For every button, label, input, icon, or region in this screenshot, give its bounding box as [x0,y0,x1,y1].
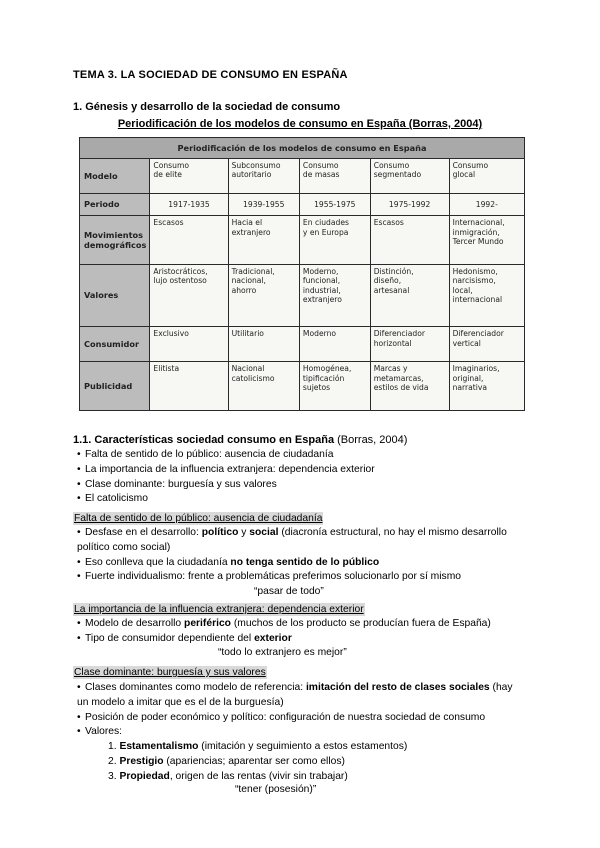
list-item: • El catolicismo [77,492,375,507]
block-foreign-influence [77,617,547,647]
table-row-valores [80,264,525,327]
text-bold: imitación del resto de clases sociales [305,682,490,693]
section-heading-bold: 1.1. Características sociedad consumo en España [73,434,335,446]
list-item-continuation: político como social) [77,541,171,553]
table-cell: Utilitario [228,327,299,362]
table-row-movimientos [80,216,525,265]
text-bold: social [249,527,279,538]
list-item: • Falta de sentido de lo público: ausencia de ciudadanía [77,448,375,463]
table-cell: 1955-1975 [299,193,370,215]
characteristics-list [77,448,375,507]
row-header: Movimientos demográficos [80,216,150,265]
quote: “todo lo extranjero es mejor” [218,647,347,658]
table-cell: Imaginarios, original, narrativa [449,362,524,411]
text: , origen de las rentas (vivir sin trabajar) [169,770,348,782]
table-cell: Escasos [150,216,228,265]
text-bold: Prestigio [119,755,164,767]
list-item [77,681,547,696]
table-cell: Subconsumo autoritario [228,159,299,194]
table-cell: Moderno, funcional, industrial, extranjero [299,264,370,327]
table-cell: Diferenciador horizontal [370,327,449,362]
table-row-consumidor [80,327,525,362]
table-cell: 1975-1992 [370,193,449,215]
table-cell: Hedonismo, narcisismo, local, internacional [449,264,524,327]
text-bold: Estamentalismo [119,741,199,752]
list-number: 3. [108,770,120,782]
text: (hay [489,682,513,693]
text: (apariencias; aparentar ser como ellos) [163,755,345,767]
table-cell: Nacional catolicismo [228,362,299,411]
text: y [238,527,250,538]
table-cell: Consumo glocal [449,159,524,194]
list-number: 2. [108,755,120,767]
table-cell: Distinción, diseño, artesanal [370,264,449,327]
text-bold: exterior [254,632,292,644]
table-row-publicidad [80,362,525,411]
quote: “tener (posesión)” [235,784,317,795]
subheading-public-sense: Falta de sentido de lo público: ausencia de ciudadanía [74,513,323,524]
text: Tipo de consumidor dependiente del [85,632,255,644]
list-item [77,556,547,571]
text: Clases dominantes como modelo de referencia: [85,682,306,693]
row-header: Periodo [80,193,150,215]
list-item: • Valores: [77,725,547,740]
subheading-foreign-influence: La importancia de la influencia extranjera: dependencia exterior [74,604,364,615]
table-caption: Periodificación de los modelos de consumo en España (Borras, 2004) [117,118,483,130]
list-item: • Posición de poder económico y político: configuración de nuestra sociedad de consumo [77,711,547,726]
section-heading-genesis: 1. Génesis y desarrollo de la sociedad de consumo [73,101,341,113]
table-cell: Aristocráticos, lujo ostentoso [150,264,228,327]
text: (muchos de los producto se producían fuera de España) [230,618,491,629]
table-cell: Consumo segmentado [370,159,449,194]
table-cell: Consumo de masas [299,159,370,194]
list-item [108,740,407,755]
document-title: TEMA 3. LA SOCIEDAD DE CONSUMO EN ESPAÑA [73,69,348,81]
table-cell: Tradicional, nacional, ahorro [228,264,299,327]
section-heading-characteristics [73,434,407,446]
text: Modelo de desarrollo [85,618,185,629]
table-cell: En ciudades y en Europa [299,216,370,265]
text-bold: Propiedad [119,770,170,782]
section-heading-citation: (Borras, 2004) [334,434,408,446]
table-cell: 1939-1955 [228,193,299,215]
table-cell: Hacia el extranjero [228,216,299,265]
subheading-dominant-class: Clase dominante: burguesía y sus valores [74,667,266,678]
text: Eso conlleva que la ciudadanía [85,556,231,568]
list-item: • Fuerte individualismo: frente a problemáticas preferimos solucionarlo por sí mismo [77,570,547,585]
quote: “pasar de todo” [254,586,324,597]
text-bold: no tenga sentido de lo público [230,556,380,568]
table-cell: Exclusivo [150,327,228,362]
table-title: Periodificación de los modelos de consumo en España [80,138,525,159]
row-header: Modelo [80,159,150,194]
list-number: 1. [108,741,120,752]
list-item [77,526,547,541]
list-item [77,632,547,647]
table-cell: Consumo de elite [150,159,228,194]
table-cell: 1992- [449,193,524,215]
block-dominant-class [77,681,547,740]
table-cell: Diferenciador vertical [449,327,524,362]
list-item [108,755,407,770]
list-item-continuation: un modelo a imitar que es el de la burguesía) [77,696,284,708]
periodization-table [79,137,525,411]
row-header: Consumidor [80,327,150,362]
table-row-modelo [80,159,525,194]
table-cell: 1917-1935 [150,193,228,215]
table-row-periodo [80,193,525,215]
table-cell: Moderno [299,327,370,362]
text-bold: político [201,527,239,538]
table-cell: Elitista [150,362,228,411]
values-list [108,740,407,784]
list-item: • La importancia de la influencia extranjera: dependencia exterior [77,463,375,478]
table-cell: Marcas y metamarcas, estilos de vida [370,362,449,411]
text-bold: periférico [184,618,231,629]
list-item: • Clase dominante: burguesía y sus valores [77,478,375,493]
text: Desfase en el desarrollo: [85,527,202,538]
table-cell: Homogénea, tipificación sujetos [299,362,370,411]
text: (imitación y seguimiento a estos estamentos) [198,741,408,752]
text: (diacronía estructural, no hay el mismo desarrollo [278,527,507,538]
table-cell: Internacional, inmigración, Tercer Mundo [449,216,524,265]
row-header: Publicidad [80,362,150,411]
row-header: Valores [80,264,150,327]
list-item [77,617,547,632]
block-public-sense [77,526,547,585]
table-cell: Escasos [370,216,449,265]
list-item [108,770,407,785]
